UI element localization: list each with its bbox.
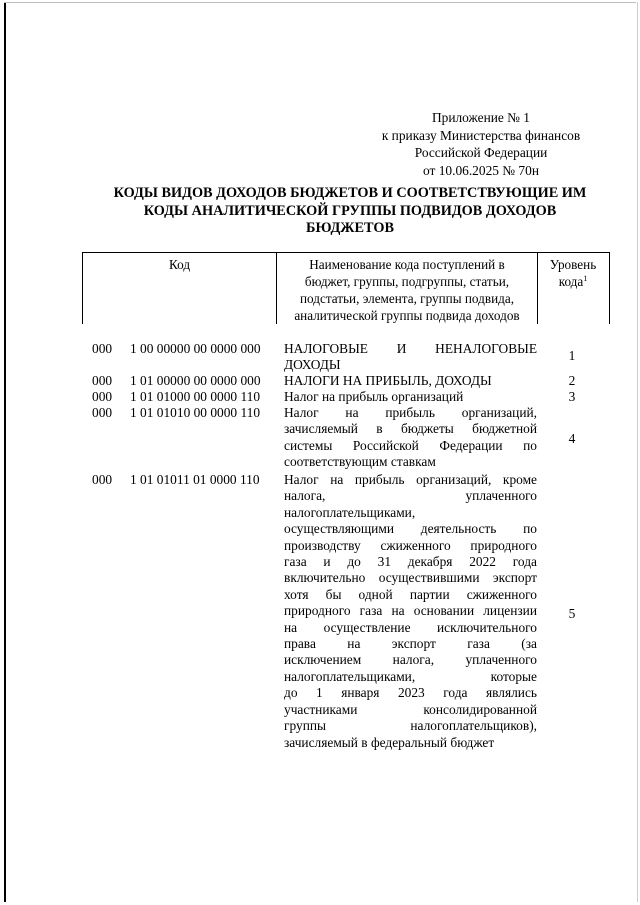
title-line: БЮДЖЕТОВ [306, 220, 394, 236]
appendix-order: к приказу Министерства финансов [381, 127, 581, 143]
code-level: 4 [568, 431, 576, 446]
header-code-cell [83, 253, 277, 324]
income-code: 1 01 01010 00 0000 110 [130, 405, 261, 420]
name-line: НАЛОГИ НА ПРИБЫЛЬ, ДОХОДЫ [284, 373, 492, 388]
header-name-line: бюджет, группы, подгруппы, статьи, [304, 274, 510, 289]
code-level: 2 [568, 373, 576, 388]
name-line: соответствующим ставкам [284, 454, 436, 470]
name-line: Налог на прибыль организаций [284, 389, 464, 404]
income-code: 1 00 00000 00 0000 000 [130, 341, 261, 356]
appendix-date: от 10.06.2025 № 70н [422, 162, 539, 178]
header-name-line: Наименование кода поступлений в [309, 257, 505, 272]
income-name [284, 472, 537, 751]
name-line: участниками консолидированной [284, 701, 537, 717]
admin-code: 000 [92, 472, 113, 487]
income-name [284, 405, 537, 471]
header-code-label: Код [168, 257, 191, 272]
header-level-word: кода [558, 274, 584, 289]
scan-edge-right [637, 2, 638, 902]
header-level-label: Уровень [549, 257, 597, 272]
header-level-label-2 [538, 273, 608, 290]
name-line: группы налогоплательщиков), [284, 718, 537, 734]
footnote-marker: 1 [583, 274, 588, 283]
name-line: налогоплательщиками, которые [284, 668, 537, 684]
admin-code: 000 [92, 389, 113, 404]
name-line: Налог на прибыль организаций, кроме [284, 472, 537, 487]
name-line: зачисляемый в бюджеты бюджетной [284, 421, 537, 437]
name-line: ДОХОДЫ [284, 357, 341, 373]
code-level: 5 [568, 606, 576, 621]
appendix-block [356, 109, 606, 179]
income-code: 1 01 01011 01 0000 110 [130, 472, 260, 487]
name-line: на осуществление исключительного [284, 619, 537, 635]
scan-edge-left [4, 2, 6, 902]
header-name-line: подстатьи, элемента, группы подвида, [300, 291, 514, 306]
income-code: 1 01 00000 00 0000 000 [130, 373, 261, 388]
income-name [284, 341, 537, 374]
admin-code: 000 [92, 405, 113, 420]
income-name [284, 373, 537, 389]
name-line: газа и до 31 декабря 2022 года [284, 554, 537, 570]
appendix-ministry: Российской Федерации [414, 145, 548, 160]
code-level: 1 [568, 348, 576, 363]
name-line: осуществляющими деятельность по [284, 521, 537, 537]
name-line: НАЛОГОВЫЕ И НЕНАЛОГОВЫЕ [284, 341, 537, 356]
header-name-line: аналитической группы подвида доходов [294, 308, 520, 323]
name-line: налогоплательщиками, [284, 504, 416, 520]
income-name [284, 389, 537, 405]
header-name-cell [277, 253, 538, 324]
title-line: КОДЫ ВИДОВ ДОХОДОВ БЮДЖЕТОВ И СООТВЕТСТВУЮЩИЕ ИМ [113, 185, 587, 201]
admin-code: 000 [92, 341, 113, 356]
appendix-number: Приложение № 1 [431, 110, 531, 125]
name-line: природного газа на основании лицензии [284, 603, 537, 619]
name-line: права на экспорт газа (за [284, 636, 537, 652]
income-code: 1 01 01000 00 0000 110 [130, 389, 261, 404]
name-line: включительно осуществившими экспорт [284, 570, 537, 586]
admin-code: 000 [92, 373, 113, 388]
name-line: налога, уплаченного [284, 488, 537, 504]
document-title [90, 185, 610, 238]
header-level-cell [538, 253, 608, 324]
scan-edge-top [4, 2, 636, 3]
name-line: до 1 января 2023 года являлись [284, 685, 537, 701]
code-level: 3 [568, 389, 576, 404]
name-line: зачисляемый в федеральный бюджет [284, 734, 495, 750]
name-line: производству сжиженного природного [284, 537, 537, 553]
name-line: системы Российской Федерации по [284, 437, 537, 453]
name-line: исключением налога, уплаченного [284, 652, 537, 668]
table-header [82, 252, 610, 324]
name-line: Налог на прибыль организаций, [284, 405, 537, 420]
title-line: КОДЫ АНАЛИТИЧЕСКОЙ ГРУППЫ ПОДВИДОВ ДОХОДОВ [143, 202, 557, 219]
name-line: хотя бы одной партии сжиженного [284, 586, 537, 602]
